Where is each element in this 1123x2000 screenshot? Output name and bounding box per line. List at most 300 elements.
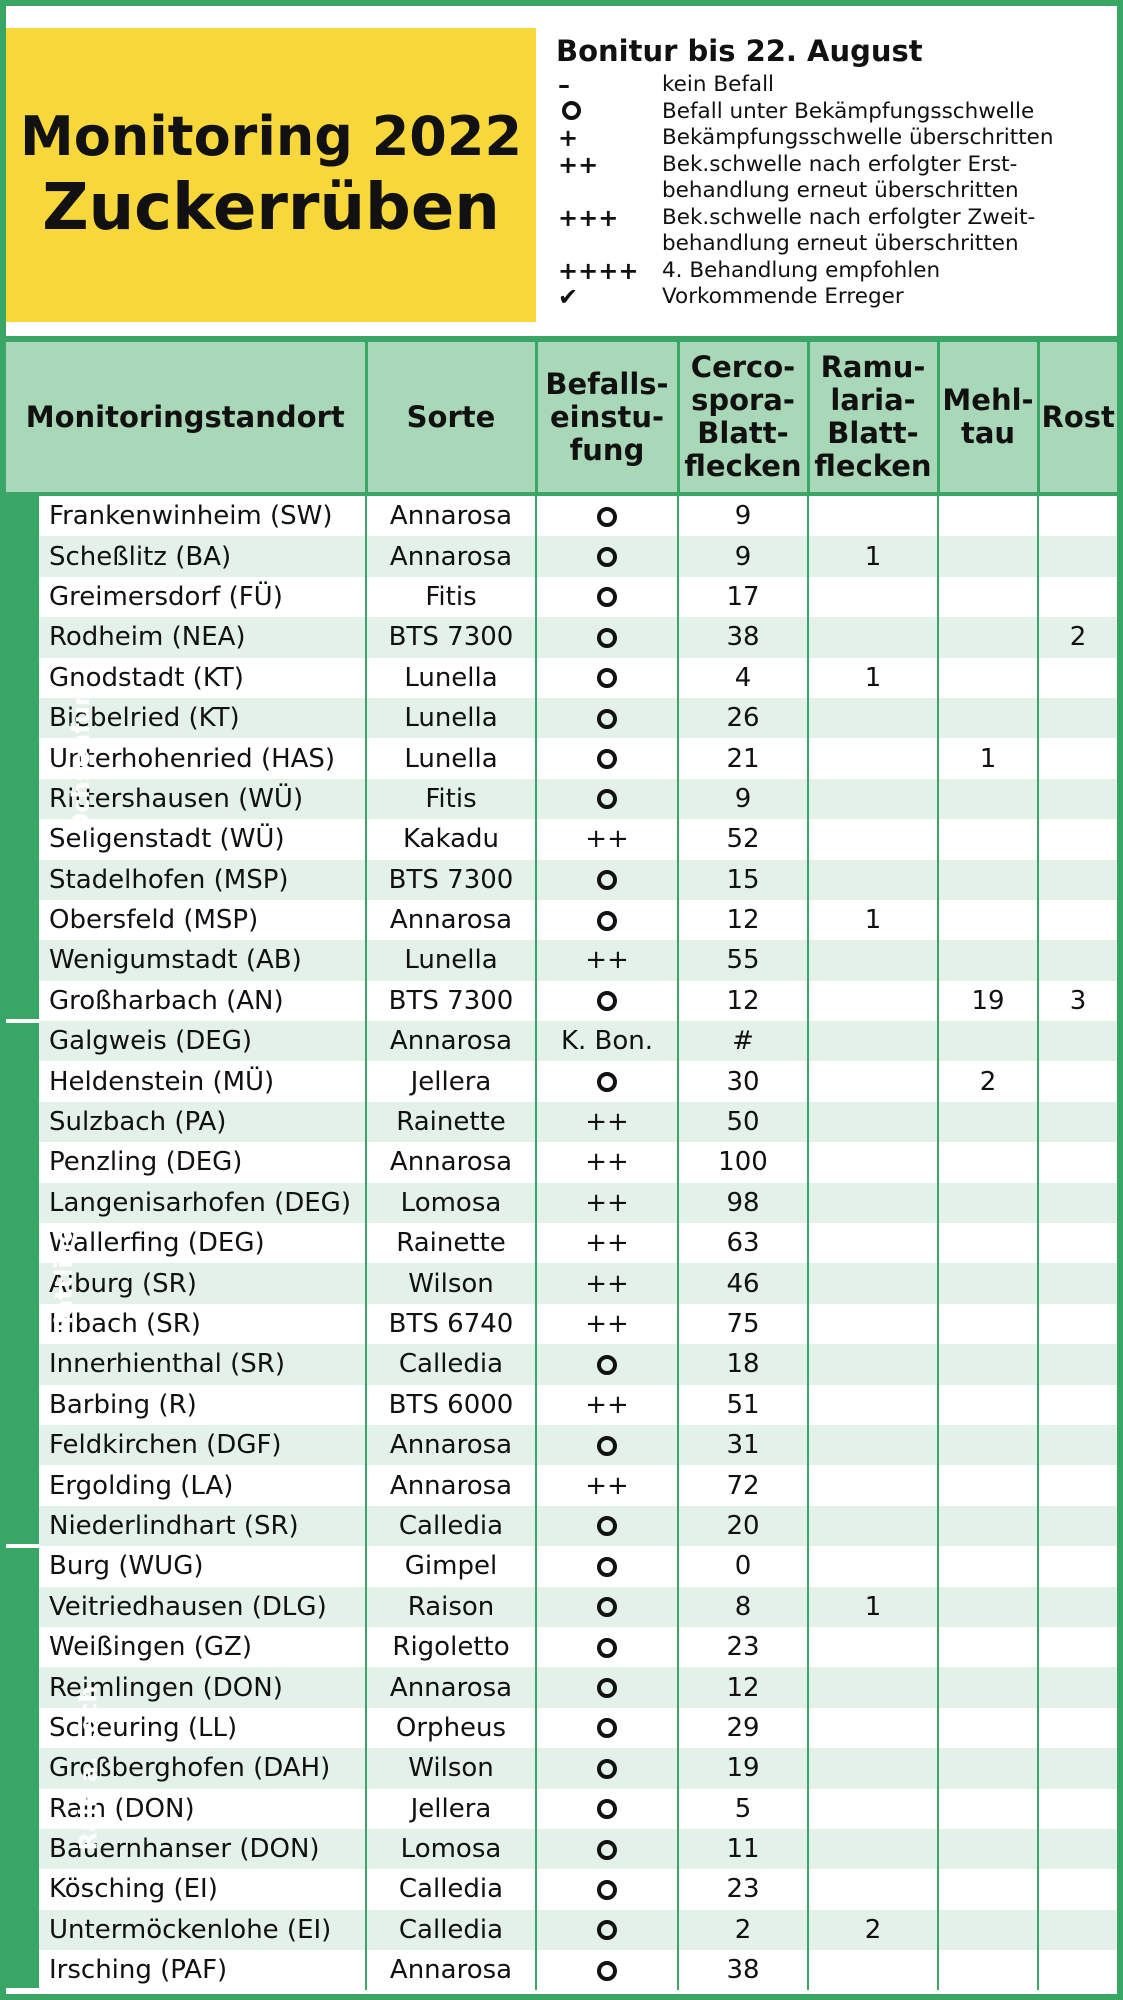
legend-text: Bekämpfungsschwelle überschritten <box>662 125 1054 150</box>
sorte-cell: Annarosa <box>366 536 536 576</box>
rost-cell <box>1038 1950 1117 1990</box>
sorte-cell: BTS 7300 <box>366 981 536 1021</box>
rost-cell <box>1038 577 1117 617</box>
legend-title: Bonitur bis 22. August <box>556 34 923 68</box>
ramularia-cell <box>808 1829 938 1869</box>
circle-icon <box>597 1759 617 1779</box>
rost-cell <box>1038 1263 1117 1303</box>
col-header-cercospora: Cerco- spora- Blatt- flecken <box>678 342 808 494</box>
location-cell: Galgweis (DEG) <box>39 1021 366 1061</box>
location-cell: Scheuring (LL) <box>49 1712 238 1743</box>
befall-cell: ++ <box>536 819 678 859</box>
cercospora-cell: 51 <box>678 1385 808 1425</box>
table-row <box>6 1061 1117 1101</box>
table-row <box>6 1869 1117 1909</box>
location-cell: Weißingen (GZ) <box>49 1632 252 1663</box>
table-row <box>6 1142 1117 1182</box>
mehltau-cell <box>938 900 1038 940</box>
location-cell: Feldkirchen (DGF) <box>39 1425 366 1465</box>
sorte-cell: BTS 7300 <box>366 860 536 900</box>
legend-item <box>556 99 1116 126</box>
mehltau-cell <box>938 1748 1038 1788</box>
sorte-cell: Annarosa <box>366 494 536 536</box>
cercospora-cell: 30 <box>678 1061 808 1101</box>
sorte-cell: Jellera <box>366 1061 536 1101</box>
ramularia-cell: 1 <box>808 658 938 698</box>
table-row <box>6 1546 1117 1586</box>
rost-cell <box>1038 1183 1117 1223</box>
befall-cell: ++ <box>536 1385 678 1425</box>
location-cell: Burg (WUG) <box>49 1551 204 1582</box>
cercospora-cell: 8 <box>678 1587 808 1627</box>
cercospora-cell: 12 <box>678 981 808 1021</box>
sorte-cell: Annarosa <box>366 1950 536 1990</box>
cercospora-cell: 2 <box>678 1910 808 1950</box>
table-row <box>6 819 1117 859</box>
befall-cell: ++ <box>536 1102 678 1142</box>
mehltau-cell <box>938 1789 1038 1829</box>
mehltau-cell <box>938 494 1038 536</box>
location-cell: Großharbach (AN) <box>49 985 284 1016</box>
cercospora-cell: 46 <box>678 1263 808 1303</box>
table-row <box>6 1263 1117 1303</box>
rost-cell <box>1038 940 1117 980</box>
cercospora-cell: 19 <box>678 1748 808 1788</box>
cercospora-cell: 9 <box>678 779 808 819</box>
location-cell: Veitriedhausen (DLG) <box>39 1587 366 1627</box>
ramularia-cell <box>808 1102 938 1142</box>
circle-icon <box>562 101 581 120</box>
sorte-cell: Rainette <box>366 1223 536 1263</box>
legend-items <box>556 72 1116 311</box>
mehltau-cell <box>938 1223 1038 1263</box>
sorte-cell: Calledia <box>366 1506 536 1546</box>
circle-icon <box>597 507 617 527</box>
page-subtitle: Zuckerrüben <box>42 171 500 245</box>
table-row <box>6 1425 1117 1465</box>
mehltau-cell <box>938 940 1038 980</box>
mehltau-cell <box>938 1142 1038 1182</box>
table-row <box>6 779 1117 819</box>
col-header-mehltau: Mehl- tau <box>938 342 1038 494</box>
location-cell: Reimlingen (DON) <box>39 1667 366 1707</box>
circle-icon <box>597 991 617 1011</box>
befall-cell <box>536 1950 678 1990</box>
circle-icon <box>597 749 617 769</box>
cercospora-cell: 15 <box>678 860 808 900</box>
table-row <box>6 1667 1117 1707</box>
table-row <box>6 1829 1117 1869</box>
ramularia-cell <box>808 1263 938 1303</box>
rost-cell <box>1038 1061 1117 1101</box>
befall-cell <box>536 860 678 900</box>
befall-cell <box>536 1667 678 1707</box>
rost-cell <box>1038 1465 1117 1505</box>
legend-item <box>556 152 1116 205</box>
befall-cell <box>536 1587 678 1627</box>
region-cell <box>6 1021 78 1546</box>
befall-cell: K. Bon. <box>536 1021 678 1061</box>
rost-cell <box>1038 698 1117 738</box>
legend-item <box>556 125 1116 152</box>
circle-icon <box>597 547 617 567</box>
location-cell: Langenisarhofen (DEG) <box>39 1183 366 1223</box>
legend-text: Bek.schwelle nach erfolgter Erst-behandlung erneut überschritten <box>662 151 1019 203</box>
sorte-cell: BTS 6000 <box>366 1385 536 1425</box>
rost-cell <box>1038 1142 1117 1182</box>
cercospora-cell: 55 <box>678 940 808 980</box>
circle-icon <box>597 1557 617 1577</box>
legend-text: Bek.schwelle nach erfolgter Zweit-behandlung erneut überschritten <box>662 204 1036 256</box>
location-cell: Scheßlitz (BA) <box>39 536 366 576</box>
ramularia-cell <box>808 698 938 738</box>
ramularia-cell <box>808 494 938 536</box>
mehltau-cell <box>938 1910 1038 1950</box>
sorte-cell: Wilson <box>366 1263 536 1303</box>
sorte-cell: Annarosa <box>366 1465 536 1505</box>
location-cell: Wallerfing (DEG) <box>49 1228 265 1259</box>
rost-cell <box>1038 1627 1117 1667</box>
location-cell: Alburg (SR) <box>39 1263 366 1303</box>
rost-cell <box>1038 1910 1117 1950</box>
befall-cell: ++ <box>536 1304 678 1344</box>
legend-symbol: – <box>558 71 570 99</box>
rost-cell <box>1038 1344 1117 1384</box>
rost-cell <box>1038 1708 1117 1748</box>
mehltau-cell <box>938 698 1038 738</box>
ramularia-cell <box>808 617 938 657</box>
circle-icon <box>597 1638 617 1658</box>
table-row <box>6 1385 1117 1425</box>
circle-icon <box>597 1678 617 1698</box>
sorte-cell: Gimpel <box>366 1546 536 1586</box>
cercospora-cell: 63 <box>678 1223 808 1263</box>
mehltau-cell <box>938 1950 1038 1990</box>
rost-cell <box>1038 1304 1117 1344</box>
befall-cell: ++ <box>536 1263 678 1303</box>
cercospora-cell: 5 <box>678 1789 808 1829</box>
location-cell: Bauernhanser (DON) <box>39 1829 366 1869</box>
befall-cell <box>536 1708 678 1748</box>
table-row <box>6 1021 1117 1061</box>
sorte-cell: Annarosa <box>366 1142 536 1182</box>
legend-item <box>556 258 1116 285</box>
cercospora-cell: 98 <box>678 1183 808 1223</box>
legend-symbol: ++ <box>558 150 599 179</box>
table-row <box>6 1748 1117 1788</box>
sorte-cell: Lunella <box>366 940 536 980</box>
rost-cell <box>1038 860 1117 900</box>
location-cell: Seligenstadt (WÜ) <box>49 824 285 855</box>
location-cell: Penzling (DEG) <box>49 1147 243 1178</box>
rost-cell <box>1038 1748 1117 1788</box>
befall-cell: ++ <box>536 1142 678 1182</box>
circle-icon <box>597 1920 617 1940</box>
table-row <box>6 617 1117 657</box>
mehltau-cell: 2 <box>938 1061 1038 1101</box>
mehltau-cell: 1 <box>938 738 1038 778</box>
location-cell: Niederlindhart (SR) <box>39 1506 366 1546</box>
befall-cell: ++ <box>536 1183 678 1223</box>
table-row <box>6 536 1117 576</box>
table-row <box>6 940 1117 980</box>
befall-cell <box>536 981 678 1021</box>
rost-cell <box>1038 494 1117 536</box>
mehltau-cell <box>938 1869 1038 1909</box>
table-row <box>6 981 1117 1021</box>
sorte-cell: Annarosa <box>366 900 536 940</box>
rost-cell <box>1038 1021 1117 1061</box>
circle-icon <box>597 1072 617 1092</box>
location-cell: Großberghofen (DAH) <box>39 1748 366 1788</box>
table-row <box>6 698 1117 738</box>
cercospora-cell: 26 <box>678 698 808 738</box>
befall-cell <box>536 1425 678 1465</box>
ramularia-cell <box>808 1385 938 1425</box>
region-label: Rain a. Lech <box>74 1685 103 1851</box>
rost-cell <box>1038 1385 1117 1425</box>
legend <box>556 34 1116 311</box>
location-cell: Rittershausen (WÜ) <box>39 779 366 819</box>
circle-icon <box>597 1516 617 1536</box>
table-row <box>6 1950 1117 1990</box>
cercospora-cell: 18 <box>678 1344 808 1384</box>
mehltau-cell <box>938 779 1038 819</box>
rost-cell <box>1038 819 1117 859</box>
rost-cell <box>1038 1587 1117 1627</box>
cercospora-cell: 31 <box>678 1425 808 1465</box>
ramularia-cell <box>808 940 938 980</box>
table-row <box>6 1102 1117 1142</box>
ramularia-cell <box>808 981 938 1021</box>
ramularia-cell <box>808 860 938 900</box>
cercospora-cell: 4 <box>678 658 808 698</box>
sorte-cell: Calledia <box>366 1344 536 1384</box>
mehltau-cell <box>938 1546 1038 1586</box>
location-cell: Rain (DON) <box>49 1793 195 1824</box>
location-cell: Biebelried (KT) <box>39 698 366 738</box>
table-row <box>6 1708 1117 1748</box>
befall-cell <box>536 1344 678 1384</box>
legend-text: Vorkommende Erreger <box>662 284 904 309</box>
sorte-cell: Rainette <box>366 1102 536 1142</box>
cercospora-cell: # <box>678 1021 808 1061</box>
location-cell: Gnodstadt (KT) <box>49 662 244 693</box>
befall-cell <box>536 577 678 617</box>
table-row <box>6 1344 1117 1384</box>
ramularia-cell <box>808 1223 938 1263</box>
mehltau-cell <box>938 1263 1038 1303</box>
ramularia-cell <box>808 1789 938 1829</box>
circle-icon <box>597 668 617 688</box>
rost-cell <box>1038 1102 1117 1142</box>
cercospora-cell: 12 <box>678 900 808 940</box>
location-cell: Greimersdorf (FÜ) <box>49 581 283 612</box>
rost-cell <box>1038 738 1117 778</box>
mehltau-cell <box>938 1465 1038 1505</box>
mehltau-cell <box>938 617 1038 657</box>
mehltau-cell <box>938 577 1038 617</box>
ramularia-cell <box>808 1708 938 1748</box>
table-body <box>6 494 1117 1990</box>
sorte-cell: Annarosa <box>366 1021 536 1061</box>
ramularia-cell <box>808 1061 938 1101</box>
rost-cell <box>1038 900 1117 940</box>
rost-cell <box>1038 1829 1117 1869</box>
befall-cell <box>536 1506 678 1546</box>
cercospora-cell: 12 <box>678 1667 808 1707</box>
cercospora-cell: 29 <box>678 1708 808 1748</box>
table-row <box>6 1304 1117 1344</box>
location-cell: Wenigumstadt (AB) <box>39 940 366 980</box>
befall-cell <box>536 738 678 778</box>
cercospora-cell: 9 <box>678 494 808 536</box>
table-header-row <box>6 342 1117 494</box>
befall-cell <box>536 779 678 819</box>
sorte-cell: Lomosa <box>366 1829 536 1869</box>
ramularia-cell <box>808 1142 938 1182</box>
location-cell: Barbing (R) <box>49 1389 197 1420</box>
location-cell: Stadelhofen (MSP) <box>39 860 366 900</box>
sorte-cell: Calledia <box>366 1869 536 1909</box>
befall-cell: ++ <box>536 940 678 980</box>
befall-cell <box>536 1910 678 1950</box>
ramularia-cell <box>808 1183 938 1223</box>
rost-cell <box>1038 1667 1117 1707</box>
circle-icon <box>597 1355 617 1375</box>
circle-icon <box>597 1880 617 1900</box>
rost-cell <box>1038 779 1117 819</box>
sorte-cell: Lunella <box>366 698 536 738</box>
circle-icon <box>597 789 617 809</box>
table-row <box>6 738 1117 778</box>
befall-cell <box>536 1546 678 1586</box>
region-cell <box>6 494 96 1021</box>
location-cell: Irsching (PAF) <box>49 1955 228 1986</box>
location-cell: Untermöckenlohe (EI) <box>39 1910 366 1950</box>
table-row <box>6 577 1117 617</box>
ramularia-cell: 1 <box>808 536 938 576</box>
mehltau-cell <box>938 1506 1038 1546</box>
table-row <box>6 494 1117 536</box>
table-row <box>6 900 1117 940</box>
location-cell: Heldenstein (MÜ) <box>49 1066 275 1097</box>
circle-icon <box>597 911 617 931</box>
legend-symbol <box>556 99 662 126</box>
rost-cell <box>1038 1425 1117 1465</box>
monitoring-table <box>6 342 1117 1992</box>
circle-icon <box>597 1436 617 1456</box>
legend-item <box>556 284 1116 311</box>
mehltau-cell <box>938 860 1038 900</box>
mehltau-cell <box>938 536 1038 576</box>
cercospora-cell: 11 <box>678 1829 808 1869</box>
ramularia-cell <box>808 779 938 819</box>
sorte-cell: Annarosa <box>366 1667 536 1707</box>
mehltau-cell <box>938 1021 1038 1061</box>
sorte-cell: BTS 6740 <box>366 1304 536 1344</box>
ramularia-cell <box>808 1627 938 1667</box>
ramularia-cell: 1 <box>808 900 938 940</box>
mehltau-cell: 19 <box>938 981 1038 1021</box>
rost-cell <box>1038 1869 1117 1909</box>
befall-cell <box>536 1789 678 1829</box>
befall-cell <box>536 900 678 940</box>
table-row <box>6 1910 1117 1950</box>
ramularia-cell: 1 <box>808 1587 938 1627</box>
sorte-cell: Lunella <box>366 738 536 778</box>
table-row <box>6 1465 1117 1505</box>
col-header-monitoringstandort: Monitoringstandort <box>6 342 366 494</box>
cercospora-cell: 52 <box>678 819 808 859</box>
ramularia-cell <box>808 1425 938 1465</box>
legend-symbol: ++++ <box>558 256 639 285</box>
cercospora-cell: 17 <box>678 577 808 617</box>
ramularia-cell <box>808 819 938 859</box>
col-header-rost: Rost <box>1038 342 1117 494</box>
befall-cell <box>536 1748 678 1788</box>
rost-cell <box>1038 1546 1117 1586</box>
legend-symbol: +++ <box>558 203 619 232</box>
cercospora-cell: 75 <box>678 1304 808 1344</box>
region-label: Plattling <box>49 1225 78 1342</box>
mehltau-cell <box>938 1425 1038 1465</box>
col-header-sorte: Sorte <box>366 342 536 494</box>
circle-icon <box>597 1840 617 1860</box>
befall-cell <box>536 658 678 698</box>
location-cell: Irlbach (SR) <box>49 1309 201 1339</box>
befall-cell <box>536 1627 678 1667</box>
circle-icon <box>597 870 617 890</box>
mehltau-cell <box>938 1344 1038 1384</box>
sorte-cell: Rigoletto <box>366 1627 536 1667</box>
mehltau-cell <box>938 1304 1038 1344</box>
sorte-cell: Calledia <box>366 1910 536 1950</box>
circle-icon <box>597 1961 617 1981</box>
circle-icon <box>597 587 617 607</box>
mehltau-cell <box>938 1667 1038 1707</box>
page-title: Monitoring 2022 <box>19 105 523 168</box>
ramularia-cell <box>808 738 938 778</box>
ramularia-cell <box>808 1869 938 1909</box>
ramularia-cell <box>808 1950 938 1990</box>
cercospora-cell: 72 <box>678 1465 808 1505</box>
region-cell <box>6 1546 103 1990</box>
sorte-cell: Raison <box>366 1587 536 1627</box>
befall-cell <box>536 617 678 657</box>
table-row <box>6 860 1117 900</box>
ramularia-cell <box>808 1304 938 1344</box>
circle-icon <box>597 1718 617 1738</box>
cercospora-cell: 23 <box>678 1627 808 1667</box>
cercospora-cell: 100 <box>678 1142 808 1182</box>
cercospora-cell: 9 <box>678 536 808 576</box>
mehltau-cell <box>938 1385 1038 1425</box>
befall-cell <box>536 494 678 536</box>
col-header-ramularia: Ramu- laria- Blatt- flecken <box>808 342 938 494</box>
cercospora-cell: 23 <box>678 1869 808 1909</box>
circle-icon <box>597 628 617 648</box>
location-cell: Frankenwinheim (SW) <box>49 501 333 532</box>
legend-text: kein Befall <box>662 72 775 97</box>
mehltau-cell <box>938 1183 1038 1223</box>
circle-icon <box>597 1597 617 1617</box>
ramularia-cell: 2 <box>808 1910 938 1950</box>
sorte-cell: Wilson <box>366 1748 536 1788</box>
mehltau-cell <box>938 658 1038 698</box>
table-row <box>6 1789 1117 1829</box>
ramularia-cell <box>808 1021 938 1061</box>
